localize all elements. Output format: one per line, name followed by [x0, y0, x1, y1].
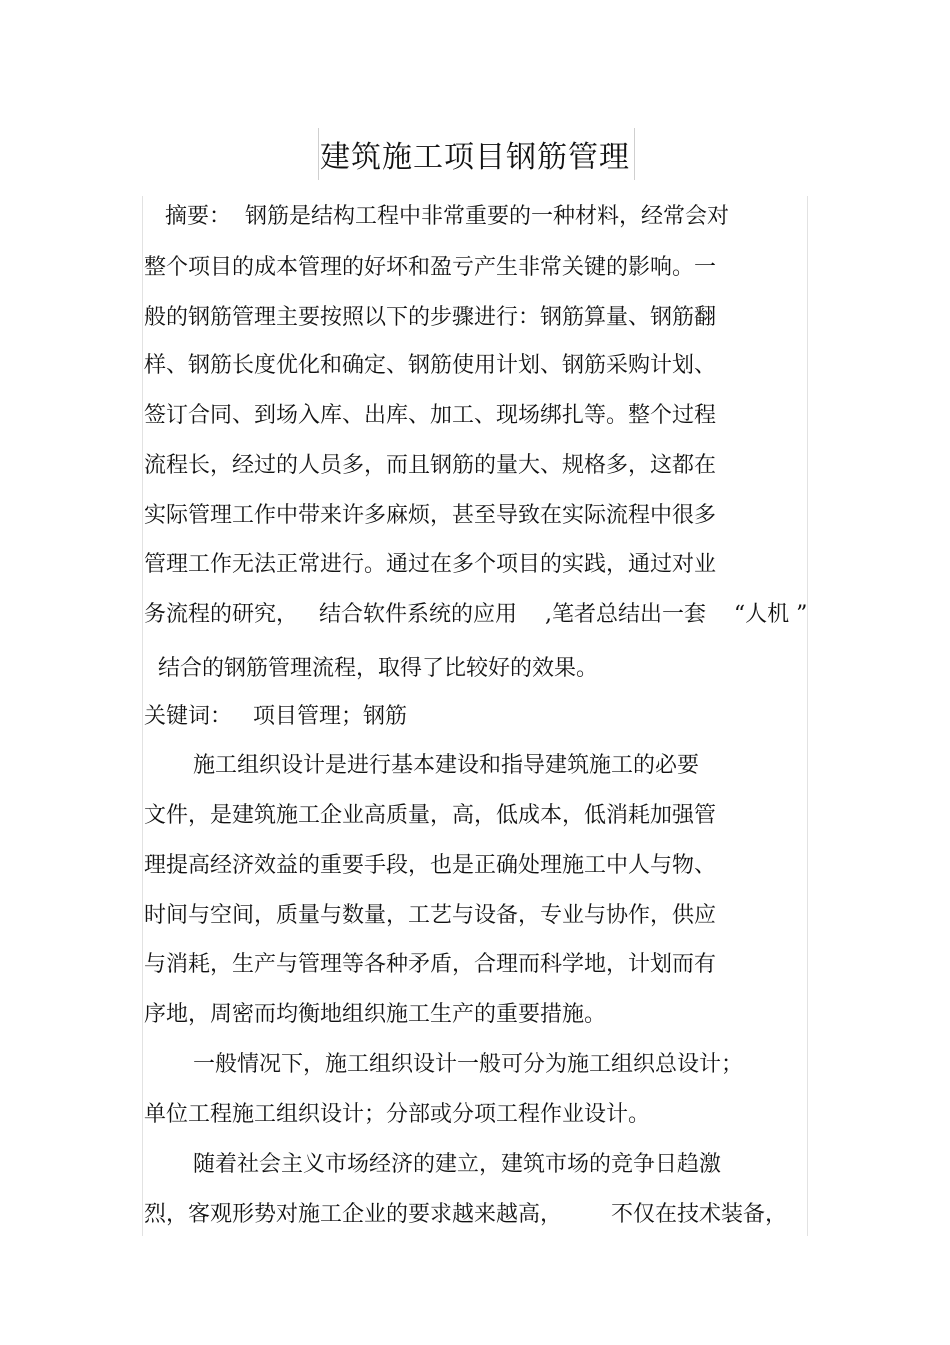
text-line: 序地，周密而均衡地组织施工生产的重要措施。	[144, 1002, 607, 1027]
text-line: 单位工程施工组织设计；分部或分项工程作业设计。	[144, 1102, 651, 1127]
text-line: 摘要： 钢筋是结构工程中非常重要的一种材料，经常会对	[144, 204, 729, 229]
text-line: 般的钢筋管理主要按照以下的步骤进行：钢筋算量、钢筋翻	[144, 305, 717, 330]
text-line: 样、钢筋长度优化和确定、钢筋使用计划、钢筋采购计划、	[144, 353, 717, 378]
text-line: 理提高经济效益的重要手段，也是正确处理施工中人与物、	[144, 853, 717, 878]
text-line: 管理工作无法正常进行。通过在多个项目的实践，通过对业	[144, 552, 717, 577]
text-right-rule	[807, 196, 808, 1236]
text-line: 与消耗，生产与管理等各种矛盾，合理而科学地，计划而有	[144, 952, 717, 977]
text-line: 一般情况下，施工组织设计一般可分为施工组织总设计；	[144, 1052, 743, 1077]
text-line: 结合的钢筋管理流程，取得了比较好的效果。	[144, 656, 598, 681]
text-line: 文件，是建筑施工企业高质量，高，低成本，低消耗加强管	[144, 803, 717, 828]
document-title: 建筑施工项目钢筋管理	[320, 140, 630, 175]
text-line: 流程长，经过的人员多，而且钢筋的量大、规格多，这都在	[144, 453, 717, 478]
text-line: 烈，客观形势对施工企业的要求越来越高， 不仅在技术装备，	[144, 1202, 787, 1227]
text-line: 签订合同、到场入库、出库、加工、现场绑扎等。整个过程	[144, 403, 717, 428]
keywords-line: 关键词： 项目管理；钢筋	[144, 704, 407, 729]
text-line: 务流程的研究， 结合软件系统的应用 ,笔者总结出一套 “人机 ”	[144, 602, 808, 627]
text-line: 实际管理工作中带来许多麻烦，甚至导致在实际流程中很多	[144, 503, 717, 528]
text-line: 时间与空间，质量与数量，工艺与设备，专业与协作，供应	[144, 903, 717, 928]
text-left-rule	[142, 196, 143, 1236]
text-line: 施工组织设计是进行基本建设和指导建筑施工的必要	[144, 753, 699, 778]
text-line: 随着社会主义市场经济的建立，建筑市场的竞争日趋激	[144, 1152, 721, 1177]
text-line: 整个项目的成本管理的好坏和盈亏产生非常关键的影响。一	[144, 255, 717, 280]
